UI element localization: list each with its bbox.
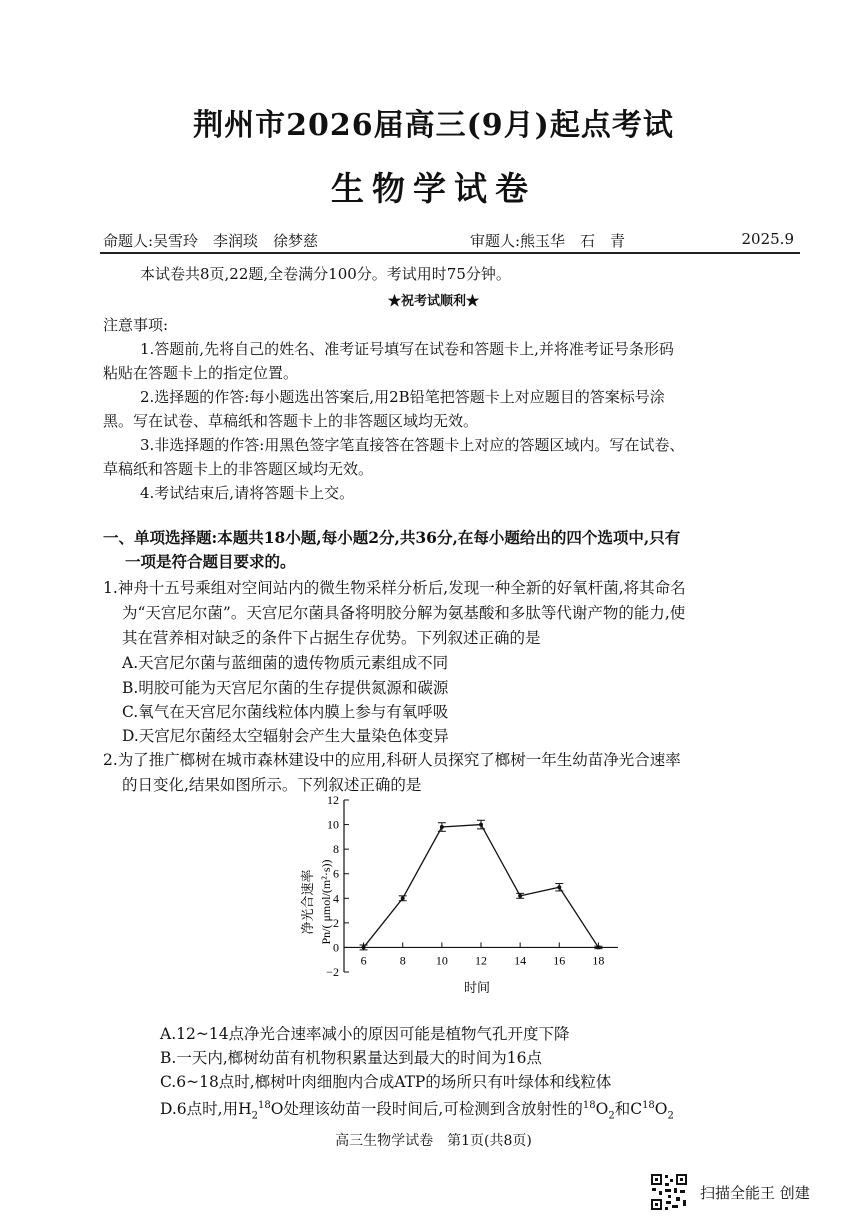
q1-stem: 1.神舟十五号乘组对空间站内的微生物采样分析后,发现一种全新的好氧杆菌,将其命名 xyxy=(103,579,686,597)
x-tick-label: 14 xyxy=(514,953,527,968)
data-point xyxy=(518,894,522,898)
data-point xyxy=(401,896,405,900)
y-tick-label: 10 xyxy=(327,817,339,832)
scanner-watermark: 扫描全能王 创建 xyxy=(700,1184,810,1202)
y-tick-label: −2 xyxy=(326,965,339,979)
exam-info: 本试卷共8页,22题,全卷满分100分。考试用时75分钟。 xyxy=(140,265,511,283)
x-tick-label: 10 xyxy=(435,953,448,968)
q2-stem: 2.为了推广榔树在城市森林建设中的应用,科研人员探究了榔树一年生幼苗净光合速率 xyxy=(103,751,681,769)
section-heading-cont: 一项是符合题目要求的。 xyxy=(125,552,296,571)
q1-option-d: D.天宫尼尔菌经太空辐射会产生大量染色体变异 xyxy=(122,727,449,745)
q2-option-a: A.12~14点净光合速率减小的原因可能是植物气孔开度下降 xyxy=(160,1025,570,1043)
chart-series xyxy=(360,820,603,950)
x-tick-label: 18 xyxy=(592,953,605,968)
y-tick-label: 6 xyxy=(333,866,339,881)
y-tick-label: 2 xyxy=(333,915,339,930)
q1-option-a: A.天宫尼尔菌与蓝细菌的遗传物质元素组成不同 xyxy=(122,654,449,672)
data-point xyxy=(557,885,561,889)
x-tick-label: 16 xyxy=(553,953,566,968)
y-tick-label: 8 xyxy=(333,842,339,857)
q2-stem: 的日变化,结果如图所示。下列叙述正确的是 xyxy=(122,776,422,794)
chart-ylabel: 净光合速率 xyxy=(300,869,315,935)
reviewers: 审题人:熊玉华 石 青 xyxy=(470,232,626,250)
note-line: 2.选择题的作答:每小题选出答案后,用2B铅笔把答题卡上对应题目的答案标号涂 xyxy=(140,388,665,406)
note-line: 黑。写在试卷、草稿纸和答题卡上的非答题区域均无效。 xyxy=(103,412,479,430)
exam-subtitle: 生物学试卷 xyxy=(331,169,536,208)
chart-ylabel-unit: Pn/( μmol/(m²·s)) xyxy=(319,859,333,945)
data-point xyxy=(362,945,366,949)
q1-stem: 其在营养相对缺乏的条件下占据生存优势。下列叙述正确的是 xyxy=(122,629,541,647)
data-point xyxy=(479,823,483,827)
note-line: 粘贴在答题卡上的指定位置。 xyxy=(103,364,299,382)
q2-option-d: D.6点时,用$H_2^{18}O$处理该幼苗一段时间后,可检测到含放射性的$^{18}O_2$和$C^{18}O_2$ xyxy=(160,1100,674,1122)
q1-option-b: B.明胶可能为天宫尼尔菌的生存提供氮源和碳源 xyxy=(122,679,449,697)
data-point xyxy=(440,825,444,829)
q2-option-c: C.6~18点时,榔树叶肉细胞内合成ATP的场所只有叶绿体和线粒体 xyxy=(160,1073,612,1091)
qr-code-icon xyxy=(650,1173,688,1211)
chart-ticks xyxy=(326,793,604,979)
y-tick-label: 12 xyxy=(327,793,339,807)
note-line: 草稿纸和答题卡上的非答题区域均无效。 xyxy=(103,460,374,478)
note-line: 4.考试结束后,请将答题卡上交。 xyxy=(140,484,355,502)
section-heading: 一、单项选择题:本题共18小题,每小题2分,共36分,在每小题给出的四个选项中,只有 xyxy=(103,528,681,547)
exam-wish: ★祝考试顺利★ xyxy=(387,294,479,309)
y-tick-label: 4 xyxy=(333,891,339,906)
notes-title: 注意事项: xyxy=(103,316,169,334)
header-rule xyxy=(100,252,800,254)
note-line: 3.非选择题的作答:用黑色签字笔直接答在答题卡上对应的答题区域内。写在试卷、 xyxy=(140,436,685,454)
x-tick-label: 8 xyxy=(399,953,406,968)
data-point xyxy=(596,945,600,949)
q2-option-b: B.一天内,榔树幼苗有机物积累量达到最大的时间为16点 xyxy=(160,1049,542,1067)
series-line xyxy=(364,825,599,948)
chart-xlabel: 时间 xyxy=(463,980,491,995)
y-tick-label: 0 xyxy=(333,940,339,955)
page-footer: 高三生物学试卷 第1页(共8页) xyxy=(335,1133,532,1149)
x-tick-label: 12 xyxy=(475,953,487,968)
net-photosynthesis-chart xyxy=(280,790,640,1025)
exam-date: 2025.9 xyxy=(741,230,794,248)
q1-stem: 为“天宫尼尔菌”。天宫尼尔菌具备将明胶分解为氨基酸和多肽等代谢产物的能力,使 xyxy=(122,604,686,622)
note-line: 1.答题前,先将自己的姓名、准考证号填写在试卷和答题卡上,并将准考证号条形码 xyxy=(140,340,674,358)
q1-option-c: C.氧气在天宫尼尔菌线粒体内膜上参与有氧呼吸 xyxy=(122,703,449,721)
exam-title: 荆州市2026届高三(9月)起点考试 xyxy=(193,108,674,143)
authors: 命题人:吴雪玲 李润琰 徐梦慈 xyxy=(103,232,319,250)
x-tick-label: 6 xyxy=(360,953,367,968)
